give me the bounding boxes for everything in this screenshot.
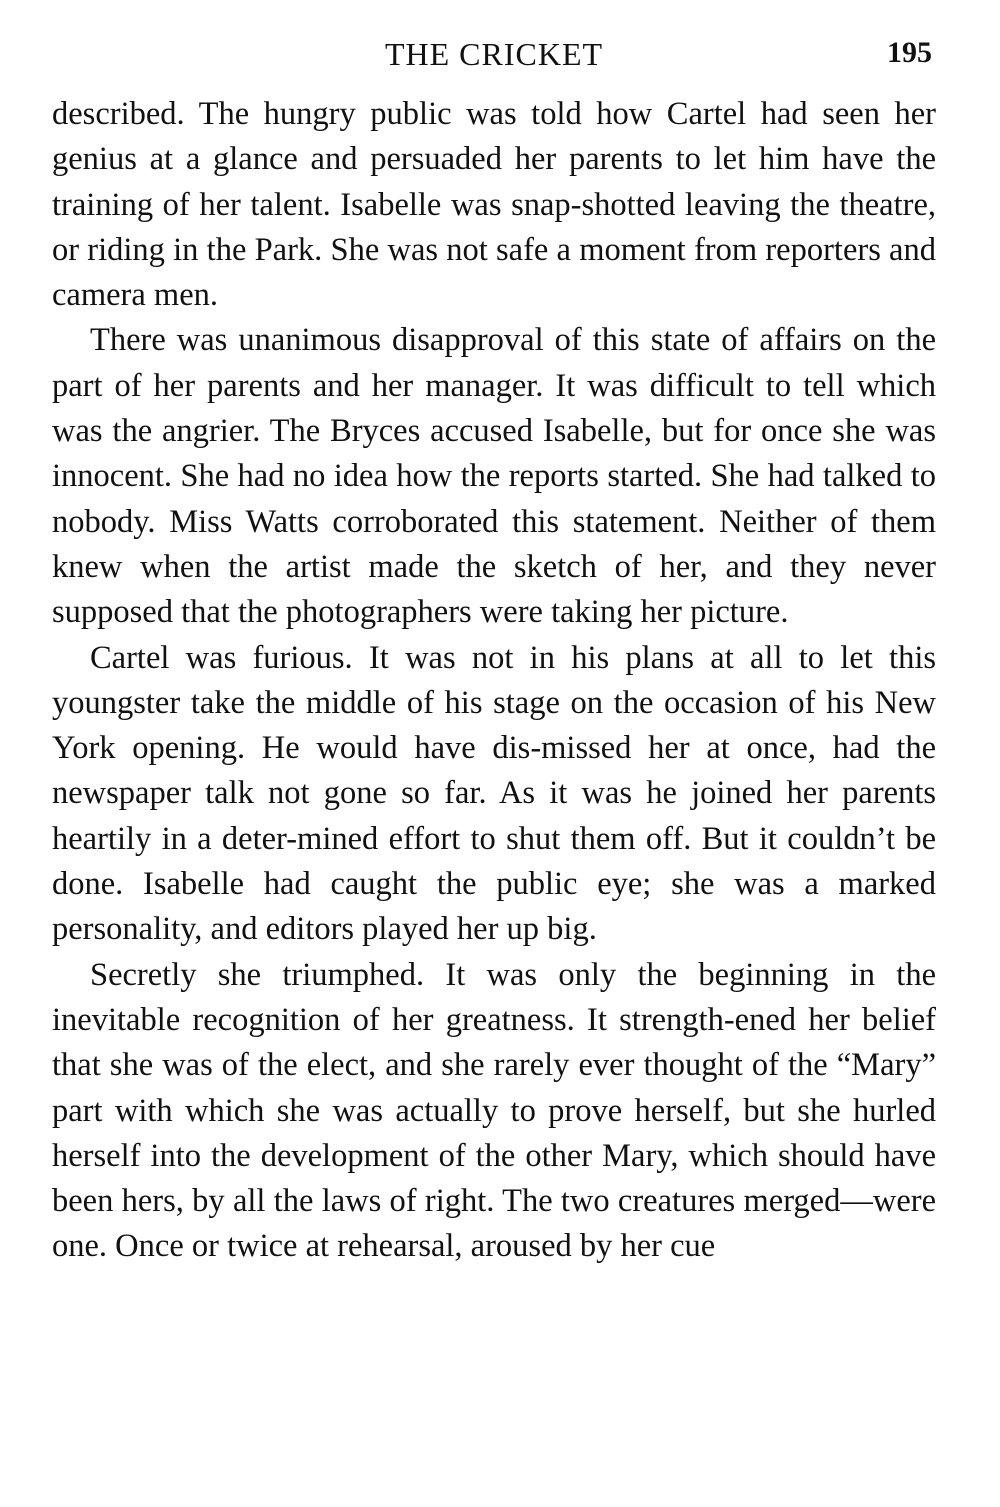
running-title: THE CRICKET xyxy=(384,36,604,72)
running-header xyxy=(52,36,936,92)
paragraph: Cartel was furious. It was not in his plans at all to let this youngster take the middle of his stage on the occasion of his New York opening. He would have dis-missed her at once, had the newspaper talk not gone so far. As it was he joined her parents heartily in a deter-mined effort to shut them off. But it couldn’t be done. Isabelle had caught the public eye; she was a marked personality, and editors played her up big. xyxy=(52,639,936,948)
paragraph: Secretly she triumphed. It was only the beginning in the inevitable recognition of her greatness. It strength-ened her belief that she was of the elect, and she rarely ever thought of the “Mary” part with which she was actually to prove herself, but she hurled herself into the development of the other Mary, which should have been hers, by all the laws of right. The two creatures merged—were one. Once or twice at rehearsal, aroused by her cue xyxy=(52,956,936,1265)
page-number: 195 xyxy=(887,36,932,69)
paragraph: There was unanimous disapproval of this state of affairs on the part of her parents and her manager. It was difficult to tell which was the angrier. The Bryces accused Isabelle, but for once she was innocent. She had no idea how the reports started. She had talked to nobody. Miss Watts corroborated this statement. Neither of them knew when the artist made the sketch of her, and they never supposed that the photographers were taking her picture. xyxy=(52,322,936,631)
body-text xyxy=(52,92,936,1270)
paragraph-continued: described. The hungry public was told how Cartel had seen her genius at a glance and persuaded her parents to let him have the training of her talent. Isabelle was snap-shotted leaving the theatre, or riding in the Park. She was not safe a moment from reporters and camera men. xyxy=(52,96,936,314)
book-page xyxy=(52,36,936,1270)
